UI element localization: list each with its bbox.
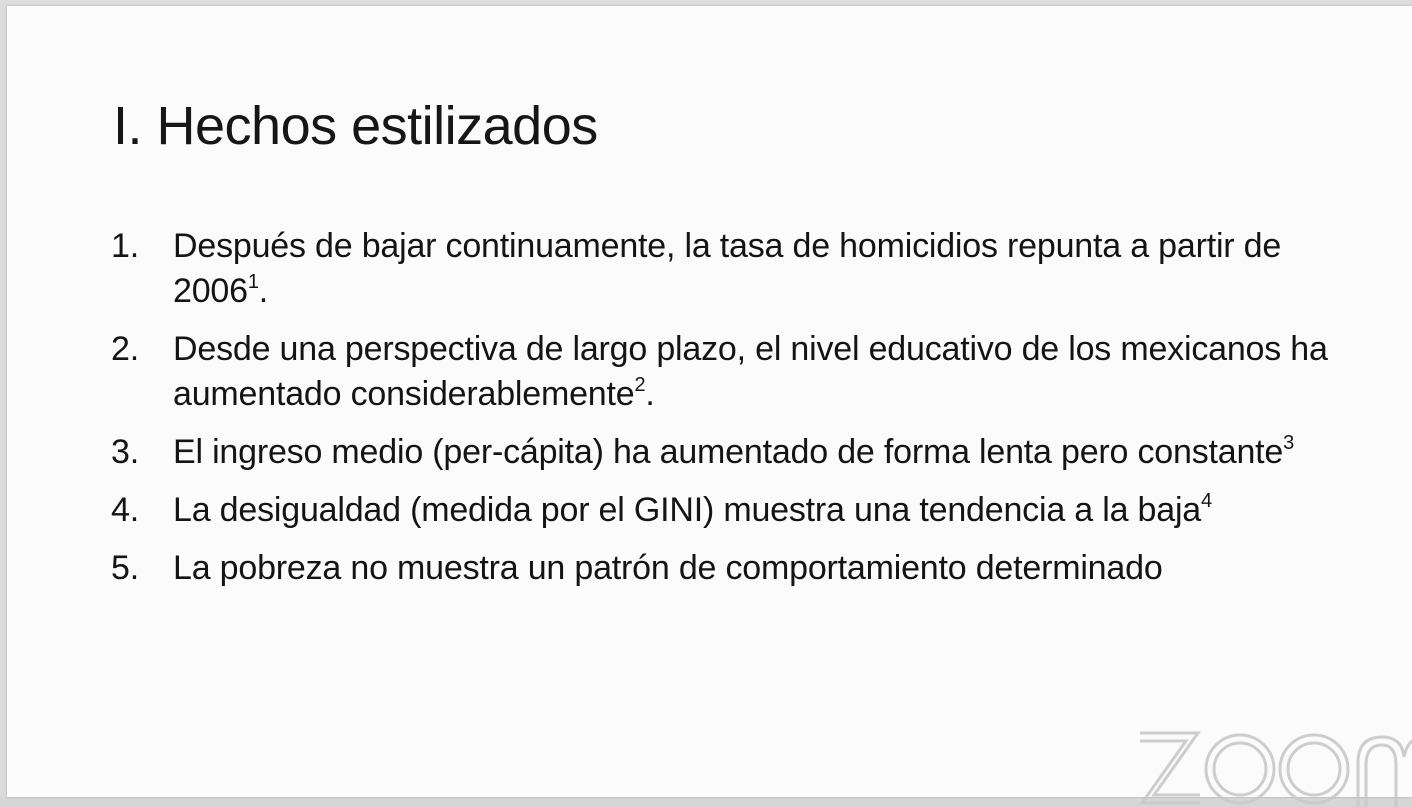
item-footnote: 1 bbox=[247, 271, 259, 293]
list-item bbox=[111, 327, 1341, 417]
item-number: 5. bbox=[111, 549, 139, 587]
item-number: 2. bbox=[111, 330, 139, 368]
presentation-slide bbox=[7, 6, 1412, 797]
slide-title: I. Hechos estilizados bbox=[113, 96, 598, 156]
list-item bbox=[111, 546, 1341, 591]
list-item bbox=[111, 430, 1341, 475]
item-text: La pobreza no muestra un patrón de comportamiento determinado bbox=[173, 549, 1163, 587]
stylized-facts-list bbox=[111, 224, 1341, 604]
item-text: Después de bajar continuamente, la tasa de homicidios repunta a partir de 2006 bbox=[173, 227, 1282, 310]
list-item bbox=[111, 224, 1341, 314]
list-item bbox=[111, 488, 1341, 533]
item-suffix: . bbox=[645, 375, 655, 413]
item-footnote: 4 bbox=[1201, 490, 1212, 512]
item-text: El ingreso medio (per-cápita) ha aumentado de forma lenta pero constante bbox=[173, 433, 1284, 471]
item-number: 3. bbox=[111, 433, 139, 471]
item-number: 4. bbox=[111, 491, 139, 529]
zoom-logo-icon bbox=[1136, 727, 1412, 807]
item-footnote: 3 bbox=[1283, 432, 1295, 454]
item-footnote: 2 bbox=[634, 374, 646, 396]
item-suffix: . bbox=[258, 272, 269, 310]
item-number: 1. bbox=[111, 227, 139, 265]
item-text: La desigualdad (medida por el GINI) muestra una tendencia a la baja bbox=[173, 491, 1202, 529]
item-text: Desde una perspectiva de largo plazo, el nivel educativo de los mexicanos ha aumentado considerablemente bbox=[173, 330, 1328, 413]
